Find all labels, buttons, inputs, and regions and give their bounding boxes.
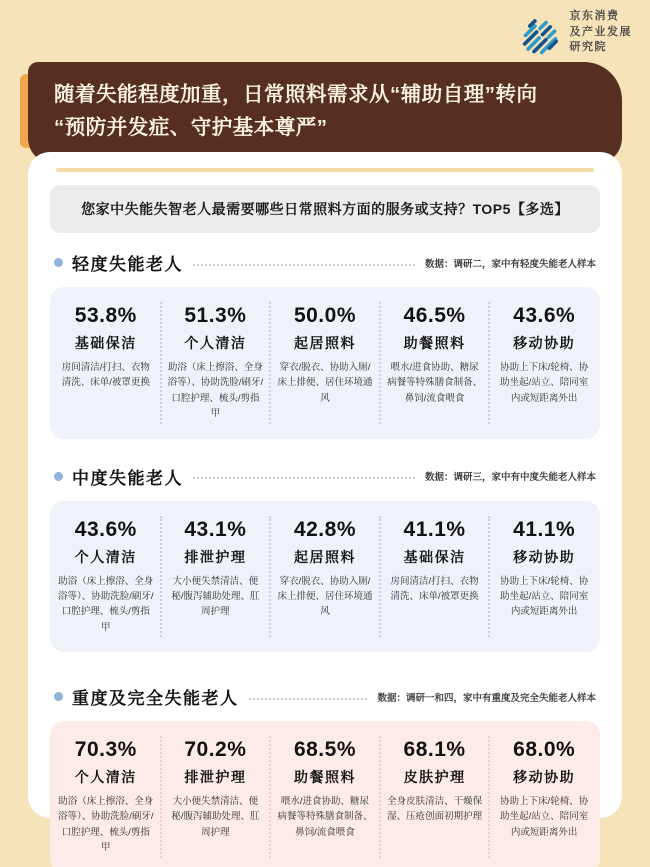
section-header [54,684,596,709]
stat-description: 穿衣/脱衣、协助入厕/床上排便、居住环境通风 [277,362,373,404]
section-data-note: 数据：调研二，家中有轻度失能老人样本 [424,258,596,270]
stat-item [379,516,489,638]
stat-description: 大小便失禁清洁、便秘/腹泻辅助处理、肛周护理 [171,796,260,838]
logo-text [570,9,633,56]
section-mild-disability [50,250,600,439]
stat-description: 大小便失禁清洁、便秘/腹泻辅助处理、肛周护理 [171,575,260,618]
stat-card [50,287,600,439]
stat-category: 基础保洁 [74,335,137,351]
bullet-dot-icon [54,692,63,701]
section-data-note: 数据：调研一和四，家中有重度及完全失能老人样本 [377,692,596,704]
stat-card [50,721,600,867]
stat-category: 个人清洁 [184,335,247,351]
section-heading: 中度失能老人 [72,468,183,488]
stat-description: 协助上下床/轮椅、协助坐起/站立、陪同室内或短距离外出 [500,575,589,618]
stat-item [488,736,598,858]
stat-item [269,516,379,638]
stat-category: 起居照料 [293,548,356,565]
stat-item [269,736,379,858]
stat-item [488,302,598,424]
stat-category: 移动协助 [513,335,576,351]
stat-item [379,736,489,858]
stat-item [160,516,270,638]
stat-value: 70.3% [74,738,137,761]
section-heading: 重度及完全失能老人 [72,689,239,708]
stat-description: 助浴（床上擦浴、全身浴等）、协助洗脸/刷牙/口腔护理、梳头/剪指甲 [58,575,154,633]
stat-value: 41.1% [403,517,466,541]
stat-item [52,516,160,638]
stat-category: 皮肤护理 [403,769,466,785]
decorative-divider [56,168,594,172]
stat-value: 68.0% [513,738,576,761]
stat-item [379,302,489,424]
section-moderate-disability [50,464,600,653]
stat-description: 全身皮肤清洁、干燥保湿、压疮创面初期护理 [387,796,483,823]
stat-item [488,516,598,638]
logo-text-line3: 研究院 [569,41,607,54]
title-banner-area [28,62,622,164]
stat-value: 68.1% [403,738,466,761]
section-header [54,250,596,275]
brand-logo [517,9,633,56]
stat-description: 助浴（床上擦浴、全身浴等）、协助洗脸/刷牙/口腔护理、梳头/剪指甲 [167,362,264,420]
survey-question: 您家中失能失智老人最需要哪些日常照料方面的服务或支持？TOP5【多选】 [50,185,600,233]
stat-value: 70.2% [184,738,247,761]
stat-category: 移动协助 [513,769,576,785]
stat-value: 46.5% [403,304,466,327]
stat-description: 喂水/进食协助、糖尿病餐等特殊膳食制备、鼻饲/流食喂食 [387,362,483,404]
section-severe-disability [50,684,600,867]
stat-value: 43.6% [513,304,576,327]
stat-description: 房间清洁/打扫、衣物清洗、床单/被罩更换 [390,575,479,602]
stat-item [160,302,270,424]
dotted-leader [249,697,368,700]
stat-value: 42.8% [293,517,356,541]
stat-description: 助浴（床上擦浴、全身浴等）、协助洗脸/刷牙/口腔护理、梳头/剪指甲 [58,796,154,854]
logo-text-line1: 京东消费 [569,10,620,22]
stat-category: 个人清洁 [74,548,137,565]
title-banner [28,62,622,164]
stat-value: 41.1% [513,517,576,541]
stat-description: 喂水/进食协助、糖尿病餐等特殊膳食制备、鼻饲/流食喂食 [277,796,373,838]
stat-item [269,302,379,424]
content-card [28,152,622,854]
stat-value: 43.1% [184,517,247,541]
stat-category: 基础保洁 [403,548,466,565]
stat-item [160,736,270,858]
dotted-leader [193,476,415,479]
stat-category: 移动协助 [513,548,576,565]
stat-description: 协助上下床/轮椅、协助坐起/站立、陪同室内或短距离外出 [500,362,589,404]
bullet-dot-icon [54,472,63,481]
stat-category: 排泄护理 [184,769,247,785]
dotted-leader [193,263,415,266]
stat-value: 68.5% [293,738,356,761]
stat-description: 房间清洁/打扫、衣物清洗、床单/被罩更换 [61,362,150,389]
stat-description: 协助上下床/轮椅、协助坐起/站立、陪同室内或短距离外出 [500,796,589,838]
stat-category: 助餐照料 [293,769,356,785]
stat-item [52,736,160,858]
stat-card [50,501,600,653]
banner-title-line2: “预防并发症、守护基本尊严” [54,115,328,139]
stat-category: 起居照料 [293,335,356,351]
bullet-dot-icon [54,258,63,267]
stat-value: 50.0% [293,304,356,327]
stat-value: 51.3% [184,304,247,327]
stat-category: 排泄护理 [184,548,247,565]
logo-text-line2: 及产业发展 [569,25,632,38]
banner-title-line1: 随着失能程度加重，日常照料需求从“辅助自理”转向 [54,83,538,106]
stat-category: 个人清洁 [74,769,137,785]
stat-category: 助餐照料 [403,335,466,351]
stat-value: 43.6% [74,517,137,541]
jd-institute-logo-icon [517,9,563,55]
stat-item [52,302,160,424]
section-heading: 轻度失能老人 [72,255,183,274]
section-data-note: 数据：调研三，家中有中度失能老人样本 [424,472,596,483]
section-header [54,464,596,489]
stat-value: 53.8% [74,304,137,327]
stat-description: 穿衣/脱衣、协助入厕/床上排便、居住环境通风 [277,575,373,618]
